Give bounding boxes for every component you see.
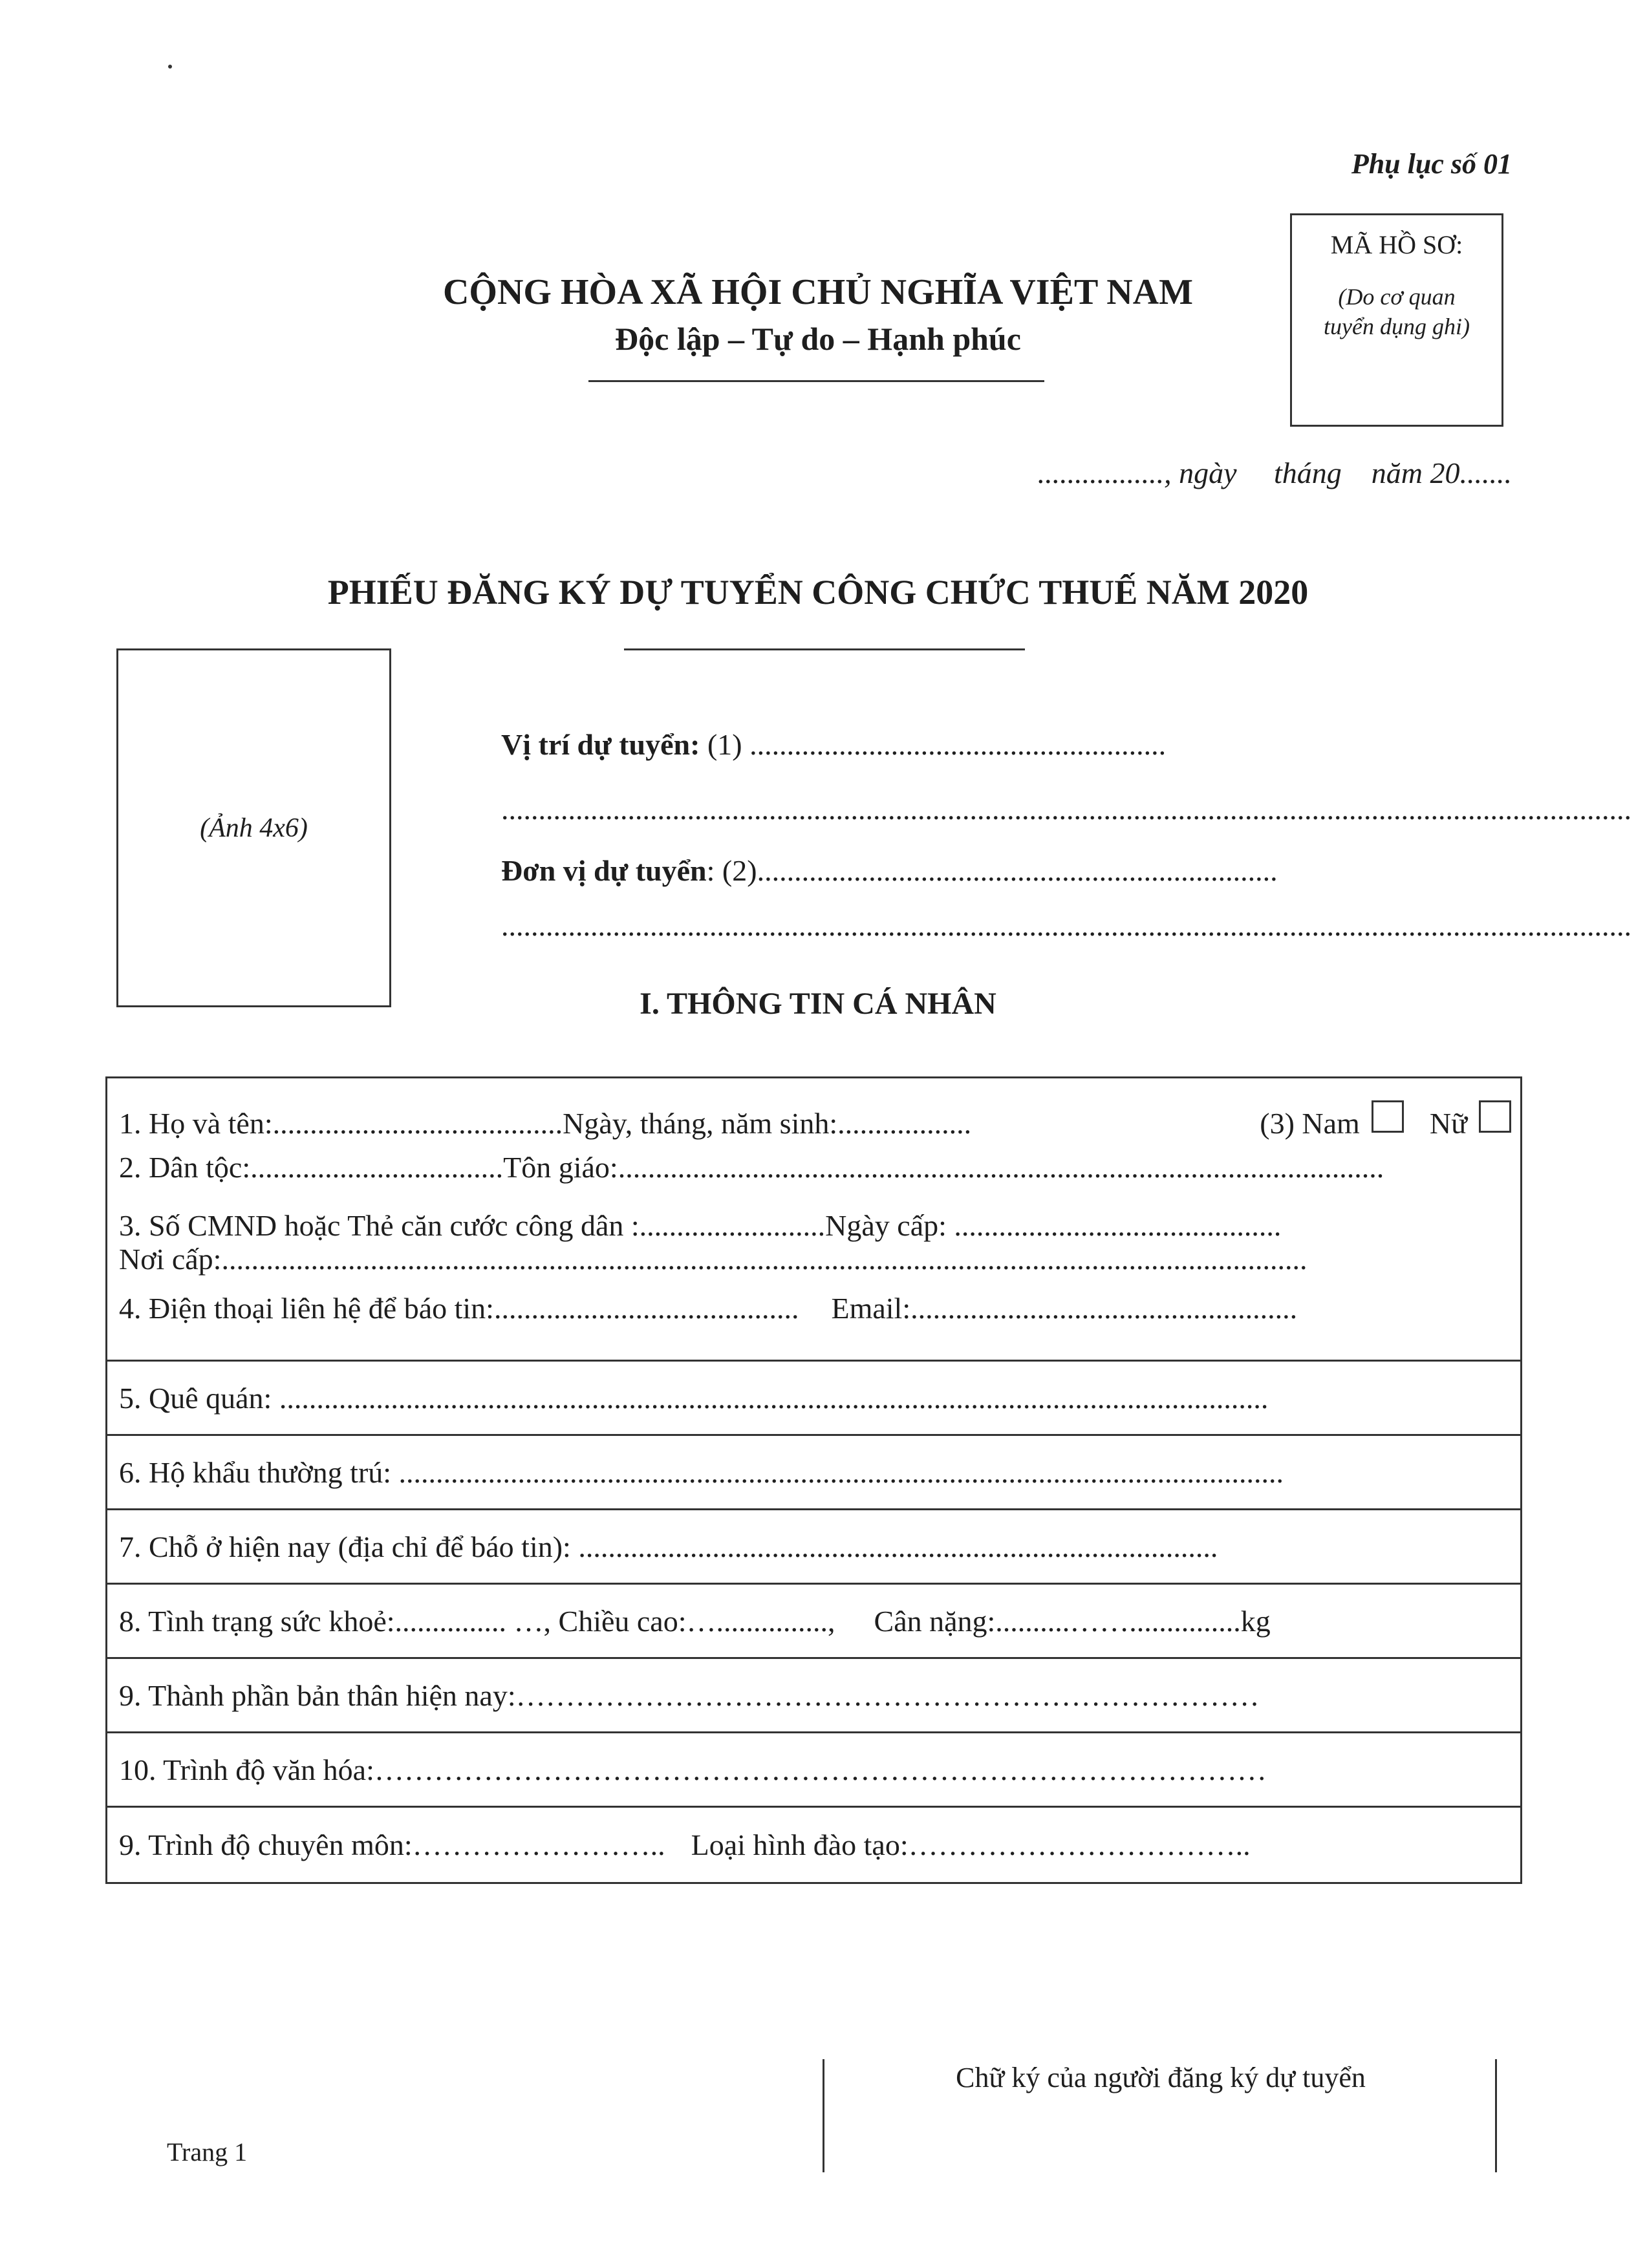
address-row — [107, 1510, 1520, 1585]
unit-field[interactable] — [501, 853, 1507, 888]
identity-block — [107, 1078, 1520, 1362]
scan-speck — [168, 65, 172, 69]
ethnicity-field[interactable]: 2. Dân tộc:.................................. — [119, 1151, 504, 1184]
personal-info-table — [105, 1076, 1522, 1884]
dob-field[interactable]: Ngày, tháng, năm sinh:.................. — [563, 1107, 972, 1140]
name-row — [119, 1100, 1511, 1147]
photo-box — [116, 648, 391, 1007]
ethnicity-row — [119, 1147, 1511, 1188]
qualification-row — [107, 1808, 1520, 1882]
name-field[interactable]: 1. Họ và tên:....................................... — [119, 1107, 563, 1140]
motto: Độc lập – Tự do – Hạnh phúc — [615, 321, 1021, 357]
photo-label: (Ảnh 4x6) — [200, 813, 308, 843]
female-label: Nữ — [1429, 1107, 1467, 1140]
religion-field[interactable]: Tôn giáo:....................................................................................................... — [503, 1151, 1384, 1184]
gender-note: (3) Nam — [1260, 1107, 1360, 1140]
motto-underline — [588, 380, 1044, 382]
social-class-field[interactable]: 9. Thành phần bản thân hiện nay:………………………………………………………………… — [119, 1678, 1260, 1712]
health-row — [107, 1585, 1520, 1659]
social-class-row — [107, 1659, 1520, 1733]
section-title: I. THÔNG TIN CÁ NHÂN — [640, 987, 996, 1021]
male-checkbox[interactable] — [1372, 1100, 1404, 1133]
title-underline — [624, 648, 1025, 650]
hometown-field[interactable]: 5. Quê quán: ..................................................................................................................................... — [119, 1381, 1269, 1415]
qualification-field[interactable]: 9. Trình độ chuyên môn:…………………….. — [119, 1828, 665, 1861]
unit-label: Đơn vị dự tuyển — [501, 854, 707, 887]
unit-field-line[interactable]: ........................................................................................................................................................ — [501, 909, 1631, 942]
hometown-row — [107, 1362, 1520, 1436]
position-field-line[interactable]: ........................................................................................................................................................ — [501, 793, 1631, 826]
contact-row — [119, 1288, 1511, 1329]
email-field[interactable]: Email:.................................................... — [831, 1292, 1298, 1325]
current-address-field[interactable]: 7. Chỗ ở hiện nay (địa chỉ để báo tin): ...................................................................................... — [119, 1530, 1218, 1563]
position-label: Vị trí dự tuyển: — [501, 728, 700, 761]
file-code-note: (Do cơ quan tuyển dụng ghi) — [1324, 284, 1470, 339]
female-checkbox[interactable] — [1479, 1100, 1511, 1133]
form-title: PHIẾU ĐĂNG KÝ DỰ TUYỂN CÔNG CHỨC THUẾ NĂM 2020 — [327, 573, 1309, 612]
residence-field[interactable]: 6. Hộ khẩu thường trú: ....................................................................................................................... — [119, 1455, 1284, 1489]
residence-row — [107, 1436, 1520, 1510]
position-note: (1) ........................................................ — [700, 728, 1167, 761]
page-number: Trang 1 — [167, 2137, 248, 2166]
file-code-label: MÃ HỒ SƠ: — [1330, 230, 1463, 259]
signature-label: Chữ ký của người đăng ký dự tuyển — [956, 2062, 1366, 2093]
unit-note: : (2)...................................................................... — [706, 854, 1278, 887]
weight-field[interactable]: Cân nặng:..........……...............kg — [874, 1604, 1271, 1638]
phone-field[interactable]: 4. Điện thoại liên hệ để báo tin:......................................... — [119, 1292, 799, 1325]
education-row — [107, 1733, 1520, 1808]
nation-heading: CỘNG HÒA XÃ HỘI CHỦ NGHĨA VIỆT NAM — [442, 272, 1194, 312]
health-field[interactable]: 8. Tình trạng sức khoẻ:............... …, Chiều cao:…..............., — [119, 1604, 835, 1638]
appendix-label: Phụ lục số 01 — [1351, 148, 1512, 180]
training-type-field[interactable]: Loại hình đào tạo:…………………………….. — [691, 1828, 1251, 1861]
issue-date-field[interactable]: Ngày cấp: ............................................ — [825, 1209, 1282, 1242]
date-line: ................., ngày tháng năm 20....... — [1037, 456, 1512, 489]
education-field[interactable]: 10. Trình độ văn hóa:……………………………………………………………………………… — [119, 1753, 1267, 1786]
id-card-field[interactable]: 3. Số CMND hoặc Thẻ căn cước công dân :......................... — [119, 1209, 826, 1242]
issue-place-field[interactable]: Nơi cấp:.................................................................................................................................................. — [119, 1243, 1308, 1276]
position-field[interactable] — [501, 727, 1491, 762]
